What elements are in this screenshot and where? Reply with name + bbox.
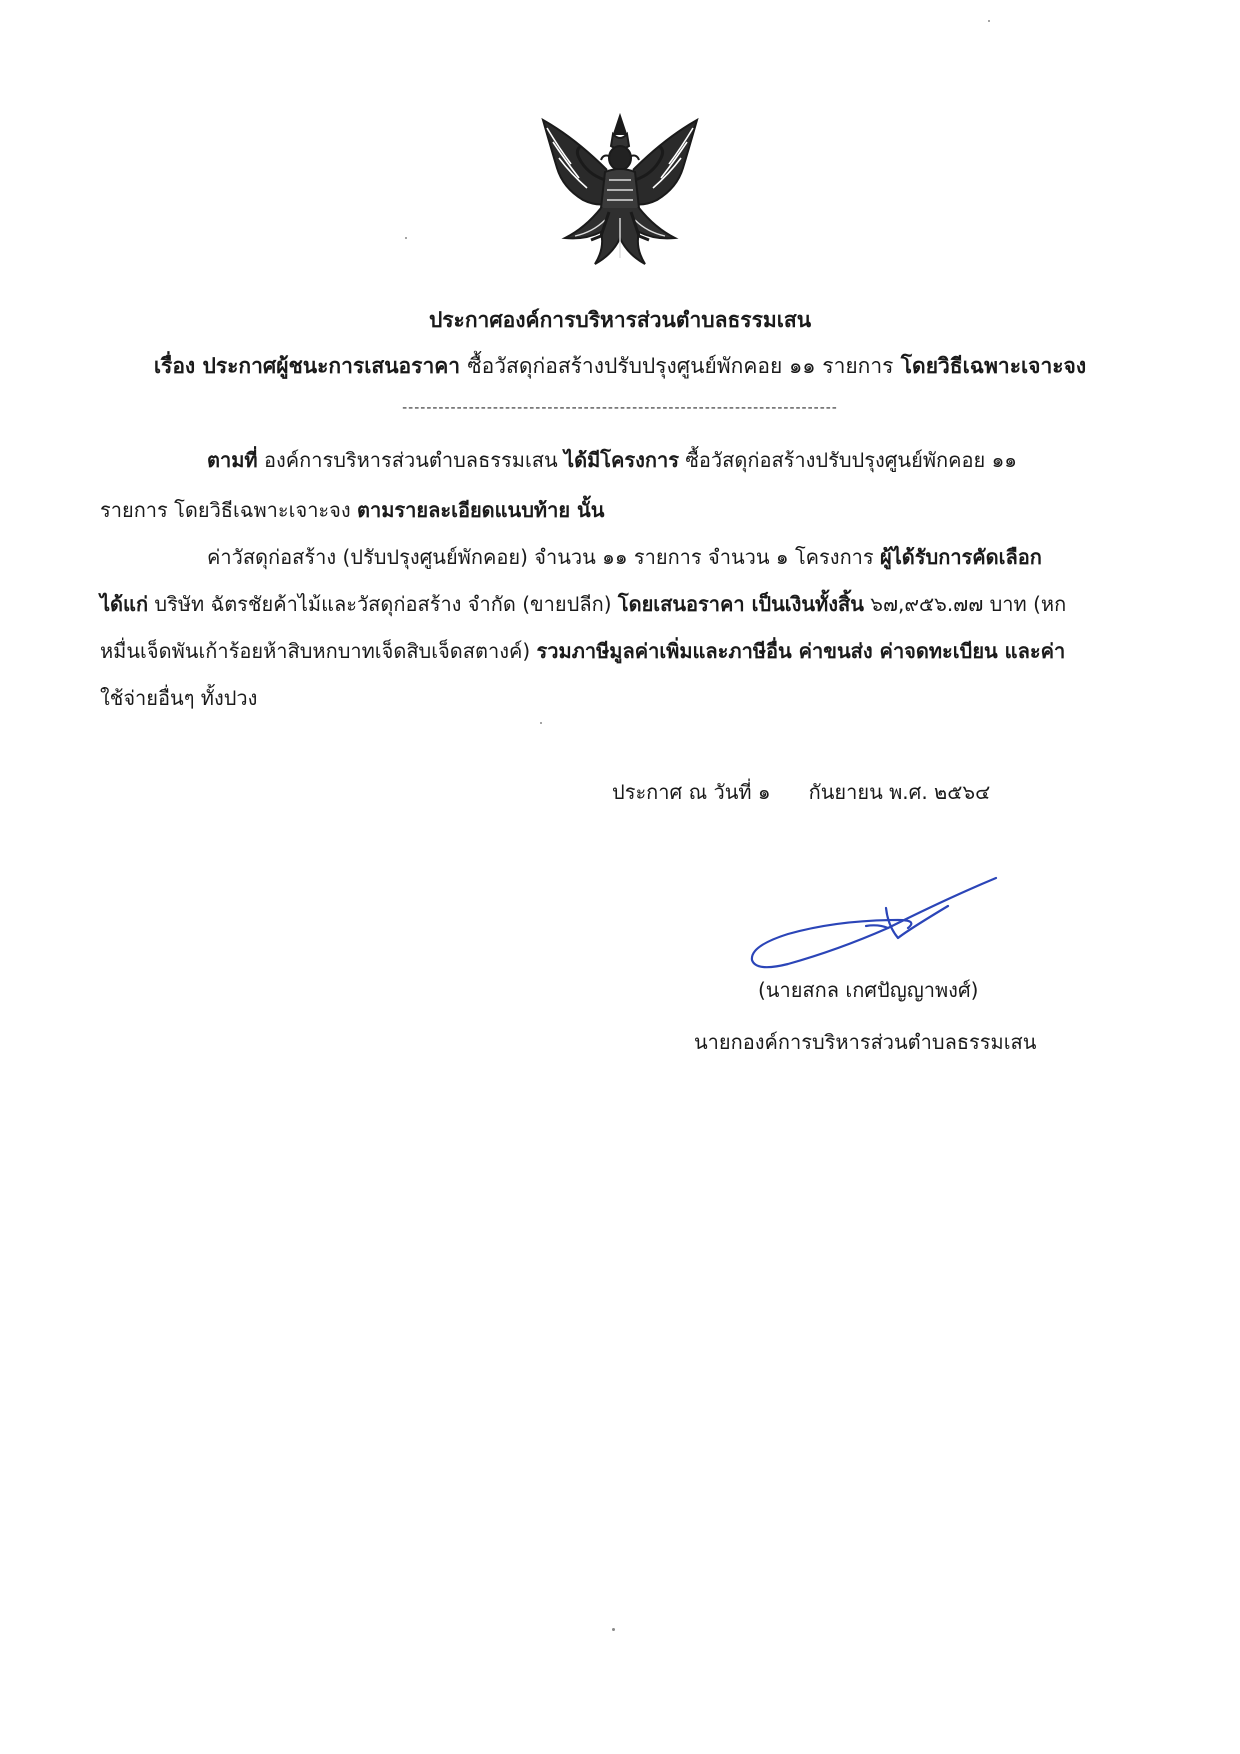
subject-label: เรื่อง ประกาศผู้ชนะการเสนอราคา (153, 354, 461, 378)
signature-image (748, 868, 1013, 983)
month-year: กันยายน พ.ศ. ๒๕๖๔ (808, 780, 991, 804)
announcement-date (612, 778, 990, 806)
text-segment: รวมภาษีมูลค่าเพิ่มและภาษีอื่น ค่าขนส่ง ค่าจดทะเบียน และค่า (536, 639, 1066, 663)
paragraph-2-line-1 (207, 543, 1042, 571)
garuda-emblem-icon (535, 108, 705, 278)
subject-text: ซื้อวัสดุก่อสร้างปรับปรุงศูนย์พักคอย ๑๑ รายการ (467, 354, 894, 378)
scan-speck (988, 20, 990, 22)
text-segment: รายการ โดยวิธีเฉพาะเจาะจง (100, 498, 358, 522)
text-segment: ๖๗,๙๕๖.๗๗ บาท (หก (863, 592, 1067, 616)
paragraph-2-line-2 (100, 590, 1066, 618)
signer-position: นายกองค์การบริหารส่วนตำบลธรรมเสน (694, 1030, 1037, 1054)
scan-speck (540, 722, 542, 724)
subject-method: โดยวิธีเฉพาะเจาะจง (900, 354, 1087, 378)
separator-line: ------------------------------------------------------------------------ (402, 400, 838, 416)
text-segment: โดยเสนอราคา เป็นเงินทั้งสิ้น (617, 592, 864, 616)
text-segment: ตามที่ (207, 448, 258, 472)
text-segment: ค่าวัสดุก่อสร้าง (ปรับปรุงศูนย์พักคอย) จำนวน ๑๑ รายการ จำนวน ๑ โครงการ (207, 545, 881, 569)
announced-on-label: ประกาศ ณ วันที่ ๑ (612, 780, 771, 804)
scan-speck (612, 1628, 615, 1631)
text-segment: ซื้อวัสดุก่อสร้างปรับปรุงศูนย์พักคอย ๑๑ (678, 448, 1017, 472)
text-segment: ตามรายละเอียดแนบท้าย นั้น (357, 498, 605, 522)
organization-title: ประกาศองค์การบริหารส่วนตำบลธรรมเสน (428, 308, 812, 332)
signer-name: (นายสกล เกศปัญญาพงศ์) (758, 978, 979, 1002)
scan-speck (405, 237, 407, 239)
text-segment: ได้มีโครงการ (564, 448, 679, 472)
text-segment: หมื่นเจ็ดพันเก้าร้อยห้าสิบหกบาทเจ็ดสิบเจ็ดสตางค์) (100, 639, 537, 663)
text-segment: ใช้จ่ายอื่นๆ ทั้งปวง (100, 686, 258, 710)
subject-heading (0, 352, 1240, 380)
paragraph-2-line-3 (100, 637, 1065, 665)
text-segment: บริษัท ฉัตรชัยค้าไม้และวัสดุก่อสร้าง จำกัด (ขายปลีก) (148, 592, 618, 616)
text-segment: ได้แก่ (100, 592, 149, 616)
text-segment: องค์การบริหารส่วนตำบลธรรมเสน (257, 448, 565, 472)
paragraph-2-line-4 (100, 684, 257, 712)
paragraph-1-line-1 (207, 446, 1017, 474)
paragraph-1-line-2 (100, 496, 604, 524)
text-segment: ผู้ได้รับการคัดเลือก (880, 545, 1042, 569)
